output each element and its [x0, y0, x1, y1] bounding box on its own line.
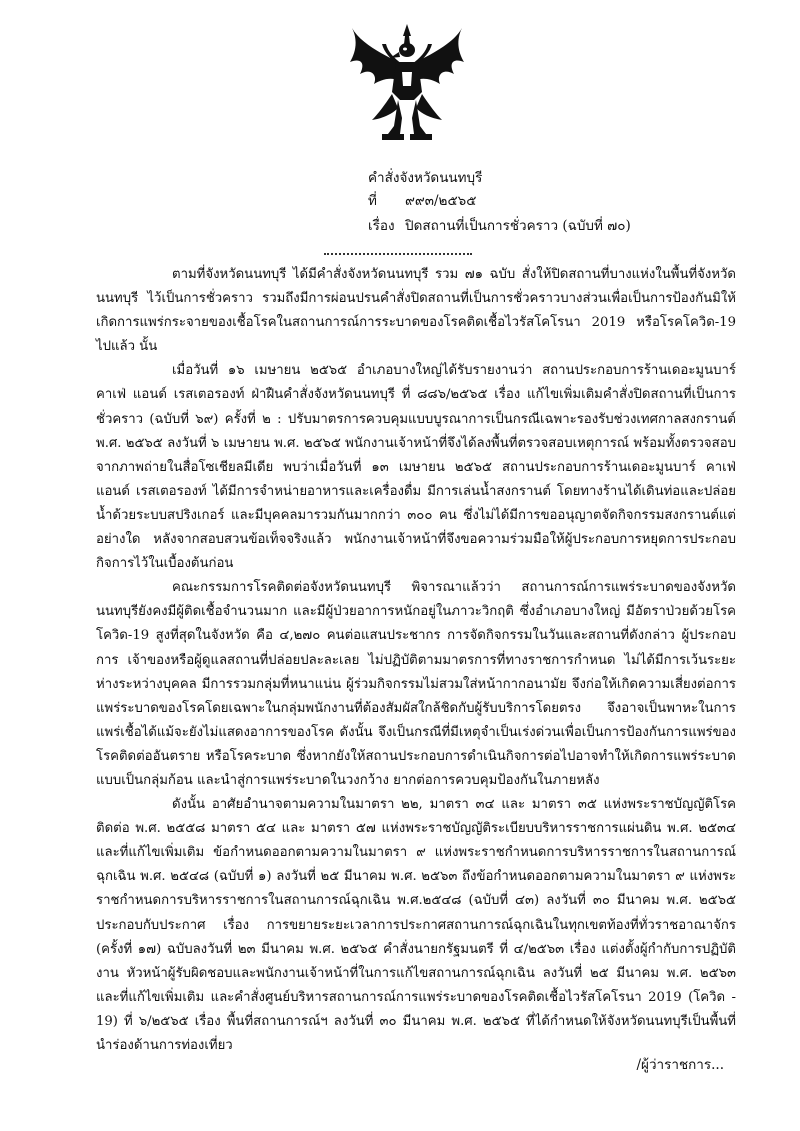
paragraph-background: ตามที่จังหวัดนนทบุรี ได้มีคำสั่งจังหวัดนนทบุรี รวม ๗๑ ฉบับ สั่งให้ปิดสถานที่บางแห่งในพื้นที่จังหวัดนนทบุรี ไว้เป็นการชั่วคราว รวมถึงมีการผ่อนปรนคำสั่งปิดสถานที่เป็นการชั่วคราวบางส่วนเพื่อเป็นการป้องกันมิให้เกิดการแพร่กระจายของเชื้อโรคในสถานการณ์การระบาดของโรคติดเชื้อไวรัสโคโรนา 2019 หรือโรคโควิด-19 ไปแล้ว นั้น: [96, 267, 736, 355]
order-title: คำสั่งจังหวัดนนทบุรี: [368, 170, 483, 186]
dotted-divider: [324, 253, 472, 255]
paragraph-legal-authority: ดังนั้น อาศัยอำนาจตามความในมาตรา ๒๒, มาตรา ๓๔ และ มาตรา ๓๕ แห่งพระราชบัญญัติโรคติดต่อ พ.ศ. ๒๕๕๘ มาตรา ๕๔ และ มาตรา ๕๗ แห่งพระราชบัญญัติระเบียบบริหารราชการแผ่นดิน พ.ศ. ๒๕๓๔ และที่แก้ไขเพิ่มเติม ข้อกำหนดออกตามความในมาตรา ๙ แห่งพระราชกำหนดการบริหารราชการในสถานการณ์ฉุกเฉิน พ.ศ. ๒๕๔๘ (ฉบับที่ ๑) ลงวันที่ ๒๕ มีนาคม พ.ศ. ๒๕๖๓ ถึงข้อกำหนดออกตามความในมาตรา ๙ แห่งพระราชกำหนดการบริหารราชการในสถานการณ์ฉุกเฉิน พ.ศ.๒๕๔๘ (ฉบับที่ ๔๓) ลงวันที่ ๓๐ มีนาคม พ.ศ. ๒๕๖๕ ประกอบกับประกาศ เรื่อง การขยายระยะเวลาการประกาศสถานการณ์ฉุกเฉินในทุกเขตท้องที่ทั่วราชอาณาจักร (ครั้งที่ ๑๗) ฉบับลงวันที่ ๒๓ มีนาคม พ.ศ. ๒๕๖๕ คำสั่งนายกรัฐมนตรี ที่ ๔/๒๕๖๓ เรื่อง แต่งตั้งผู้กำกับการปฏิบัติงาน หัวหน้าผู้รับผิดชอบและพนักงานเจ้าหน้าที่ในการแก้ไขสถานการณ์ฉุกเฉิน ลงวันที่ ๒๕ มีนาคม พ.ศ. ๒๕๖๓ และที่แก้ไขเพิ่มเติม และคำสั่งศูนย์บริหารสถานการณ์การแพร่ระบาดของโรคติดเชื้อไวรัสโคโรนา 2019 (โควิด - 19) ที่ ๖/๒๕๖๕ เรื่อง พื้นที่สถานการณ์ฯ ลงวันที่ ๓๐ มีนาคม พ.ศ. ๒๕๖๕ ที่ได้กำหนดให้จังหวัดนนทบุรีเป็นพื้นที่นำร่องด้านการท่องเที่ยว: [96, 797, 736, 1053]
paragraph-committee: คณะกรรมการโรคติดต่อจังหวัดนนทบุรี พิจารณาแล้วว่า สถานการณ์การแพร่ระบาดของจังหวัดนนทบุรียังคงมีผู้ติดเชื้อจำนวนมาก และมีผู้ป่วยอาการหนักอยู่ในภาวะวิกฤติ ซึ่งอำเภอบางใหญ่ มีอัตราป่วยด้วยโรคโควิด-19 สูงที่สุดในจังหวัด คือ ๔,๒๗๐ คนต่อแสนประชากร การจัดกิจกรรมในวันและสถานที่ดังกล่าว ผู้ประกอบการ เจ้าของหรือผู้ดูแลสถานที่ปล่อยปละละเลย ไม่ปฏิบัติตามมาตรการที่ทางราชการกำหนด ไม่ได้มีการเว้นระยะห่างระหว่างบุคคล มีการรวมกลุ่มที่หนาแน่น ผู้ร่วมกิจกรรมไม่สวมใส่หน้ากากอนามัย จึงก่อให้เกิดความเสี่ยงต่อการแพร่ระบาดของโรคโดยเฉพาะในกลุ่มพนักงานที่ต้องสัมผัสใกล้ชิดกับผู้รับบริการโดยตรง จึงอาจเป็นพาหะในการแพร่เชื้อได้แม้จะยังไม่แสดงอาการของโรค ดังนั้น จึงเป็นกรณีที่มีเหตุจำเป็นเร่งด่วนเพื่อเป็นการป้องกันการแพร่ของโรคติดต่ออันตราย หรือโรคระบาด ซึ่งหากยังให้สถานประกอบการดำเนินกิจการต่อไปอาจทำให้เกิดการแพร่ระบาดแบบเป็นกลุ่มก้อน และนำสู่การแพร่ระบาดในวงกว้าง ยากต่อการควบคุมป้องกันในภายหลัง: [96, 580, 736, 788]
subject-text: ปิดสถานที่เป็นการชั่วคราว (ฉบับที่ ๗๐): [405, 218, 631, 234]
paragraph-incident: เมื่อวันที่ ๑๖ เมษายน ๒๕๖๕ อำเภอบางใหญ่ได้รับรายงานว่า สถานประกอบการร้านเดอะมูนบาร์ คาเฟ่ แอนด์ เรสเตอรองท์ ฝ่าฝืนคำสั่งจังหวัดนนทบุรี ที่ ๘๘๖/๒๕๖๕ เรื่อง แก้ไขเพิ่มเติมคำสั่งปิดสถานที่เป็นการชั่วคราว (ฉบับที่ ๖๙) ครั้งที่ ๒ : ปรับมาตรการควบคุมแบบบูรณาการเป็นกรณีเฉพาะรองรับช่วงเทศกาลสงกรานต์ พ.ศ. ๒๕๖๕ ลงวันที่ ๖ เมษายน พ.ศ. ๒๕๖๕ พนักงานเจ้าหน้าที่จึงได้ลงพื้นที่ตรวจสอบเหตุการณ์ พร้อมทั้งตรวจสอบจากภาพถ่ายในสื่อโซเชียลมีเดีย พบว่าเมื่อวันที่ ๑๓ เมษายน ๒๕๖๕ สถานประกอบการร้านเดอะมูนบาร์ คาเฟ่ แอนด์ เรสเตอรองท์ ได้มีการจำหน่ายอาหารและเครื่องดื่ม มีการเล่นน้ำสงกรานต์ โดยทางร้านได้เดินท่อและปล่อยน้ำด้วยระบบสปริงเกอร์ และมีบุคคลมารวมกันมากกว่า ๓๐๐ คน ซึ่งไม่ได้มีการขออนุญาตจัดกิจกรรมสงกรานต์แต่อย่างใด หลังจากสอบสวนข้อเท็จจริงแล้ว พนักงานเจ้าหน้าที่จึงขอความร่วมมือให้ผู้ประกอบการหยุดการประกอบกิจการไว้ในเบื้องต้นก่อน: [96, 363, 736, 572]
order-number: ๙๙๓/๒๕๖๕: [405, 193, 477, 209]
garuda-emblem-icon: [348, 22, 466, 148]
order-body: [96, 263, 736, 1058]
order-number-label: ที่: [368, 193, 377, 209]
continuation-marker: /ผู้ว่าราชการ...: [636, 1057, 724, 1073]
subject-label: เรื่อง: [368, 218, 395, 234]
